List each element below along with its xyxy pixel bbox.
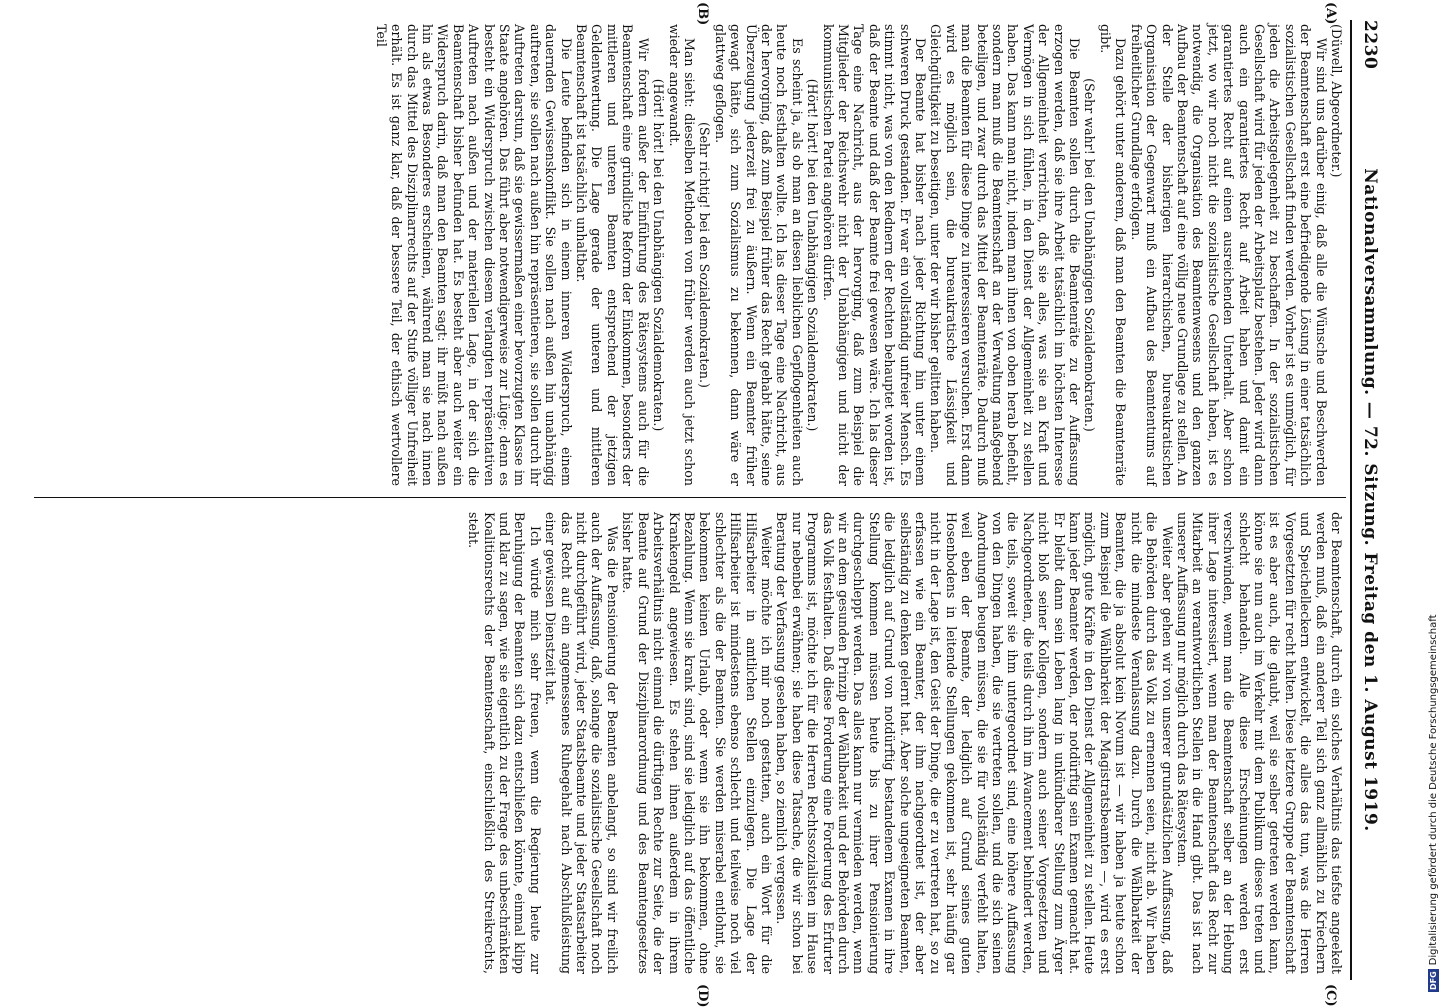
paragraph: Es scheint ja, als ob man an diesen lieblichen Gepflogenheiten auch heute noch festhalten wollte. Ich las dieser Tage eine Nachricht, aus der hervorging, daß zum Beispiel früher das Recht gehabt hätte, seine Überzeugung jederzeit frei zu äußern. Wenn ein Beamter früher gewagt hätte, sich zum Sozialismus zu bekennen, dann wäre er glattweg geflogen.	[712, 24, 805, 486]
interjection: (Hört! hört! bei den Unabhängigen Sozialdemokraten.)	[651, 78, 667, 432]
page-title: Nationalversammlung. — 72. Sitzung. Freitag den 1. August 1919.	[1360, 168, 1380, 832]
margin-marker-c: (C)	[1323, 984, 1338, 1007]
paragraph: Was die Pensionierung der Beamten anbelangt, so sind wir freilich auch der Auffassung, daß, solange die sozialistische Gesellschaft noch nicht durchgeführt wird, jeder Staatsbeamte und jeder Staatsarbeiter das Recht auf ein angemessenes Ruhegehalt nach Abschlußleistung einer gewissen Dienstzeit hat.	[543, 512, 620, 974]
dfg-logo: DFG	[1429, 971, 1438, 990]
document-page	[10, 0, 1390, 1008]
paragraph: Man sieht: dieselben Methoden von früher werden auch jetzt schon wieder angewandt.	[666, 24, 697, 486]
paragraph: Ich würde mich sehr freuen, wenn die Regierung heute zur Beruhigung der Beamten sich dazu entschließen könnte, einmal klipp und klar zu sagen, wie sie eigentlich zu der Frage des unbeschränkten Koalitionsrechts der Beamtenschaft, einschließlich des Streikrechts, steht.	[466, 512, 543, 974]
interjection: (Hört! hört! bei den Unabhängigen Sozialdemokraten.)	[805, 78, 821, 432]
funding-footer	[1428, 614, 1439, 992]
header-rule	[1350, 20, 1352, 980]
speaker-label: (Düwell, Abgeordneter.)	[1329, 24, 1344, 178]
interjection: (Sehr wahr! bei den Unabhängigen Sozialdemokraten.)	[1082, 78, 1098, 432]
paragraph: Wir sind uns darüber einig, daß alle die Wünsche und Beschwerden der Beamtenschaft erst eine befriedigende Lösung in einer tatsächlich sozialistischen Gesellschaft finden werden. Vorher ist es unmöglich, für jeden die Arbeitsgelegenheit zu beschaffen. In der sozialistischen Gesellschaft wird für jeden der Arbeitsplatz bestehen. Jeder wird dann auch ein garantiertes Recht auf Arbeit haben und damit ein garantiertes Recht auf einen ausreichenden Unterhalt. Aber schon jetzt, wo wir noch nicht die sozialistische Gesellschaft haben, ist es notwendig, die Organisation des Beamtenwesens und den ganzen Aufbau der Beamtenschaft auf eine völlig neue Grundlage zu stellen. An der Stelle der bisherigen hierarchischen, bureaukratischen Organisation der Gegenwart muß ein Aufbau des Beamtentums auf freiheitlicher Grundlage erfolgen.	[1128, 24, 1329, 487]
interjection: (Sehr richtig! bei den Sozialdemokraten.)	[697, 122, 713, 388]
paragraph: Dazu gehört unter anderem, daß man den Beamten die Beamtenräte gibt.	[1097, 24, 1129, 486]
column-divider	[34, 497, 1346, 498]
paragraph: Weiter möchte ich mir noch gestatten, auch ein Wort für die Hilfsarbeiter in amtlichen Stellen einzulegen. Die Lage der Hilfsarbeiter ist mindestens ebenso schlecht und teilweise noch viel schlechter als die der Beamten. Sie werden miserabel entlohnt, sie bekommen keinen Urlaub, oder wenn sie ihn bekommen, ohne Bezahlung. Wenn sie krank sind, sind sie lediglich auf das öffentliche Krankengeld angewiesen. Es stehen ihnen außerdem in ihrem Arbeitsverhältnis nicht einmal die dürftigen Rechte zur Seite, die der Beamte auf Grund der Disziplinarordnung und des Beamtengesetzes bisher hatte.	[620, 512, 774, 974]
left-column	[32, 24, 1344, 486]
paragraph: Weiter aber gehen wir von unserer grundsätzlichen Auffassung, daß die Behörden durch das Volk zu ernennen seien, nicht ab. Wir haben nicht die mindeste Veranlassung dazu. Durch die Wählbarkeit der Beamten, die ja absolut kein Novum ist — wir haben ja heute schon zum Beispiel die Wählbarkeit der Magistratsbeamten —, wird es erst möglich, gute Kräfte in den Dienst der Allgemeinheit zu stellen. Heute kann jeder Beamter werden, der notdürftig sein Examen gemacht hat. Er bleibt dann sein Leben lang in unkündbarer Stellung zum Ärger nicht bloß seiner Kollegen, sondern auch seiner Vorgesetzten und Nachgeordneten, die teils durch ihn im Avancement behindert werden, die teils, soweit sie ihm untergeordnet sind, eine höhere Auffassung von den Dingen haben, die sie vertreten sollen, und die sich seinen Anordnungen beugen müssen, die sie für vollständig verfehlt halten, weil eben der Beamte, der lediglich auf Grund seines guten Hosenbodens in leitende Stellungen gekommen ist, sehr häufig gar nicht in der Lage ist, den Geist der Dinge, die er zu vertreten hat, so zu erfassen wie ein Beamter, der ihm nachgeordnet ist, der aber selbständig zu denken gelernt hat. Aber solche ungeeigneten Beamten, die lediglich auf Grund von notdürftig bestandenem Examen in ihre Stellung kommen müssen heute bis zu ihrer Pensionierung durchgeschleppt werden. Das alles kann nur vermieden werden, wenn wir an dem gesunden Prinzip der Wählbarkeit und der Behörden durch das Volk festhalten. Daß diese Forderung eine Forderung des Erfurter Programms ist, möchte ich für die Herren Rechtssozialisten im Hause nur nebenbei erwähnen; sie haben diese Tatsache, die wir schon bei Beratung der Verfassung gesehen haben, so ziemlich vergessen.	[774, 512, 1175, 974]
page-number: 2230	[1360, 20, 1380, 70]
margin-marker-b: (B)	[695, 2, 710, 26]
paragraph: der Beamtenschaft, durch ein solches Verhältnis das tiefste angeekelt werden muß, daß ein anderer Teil sich ganz allmählich zu Kriechern und Speichelleckern entwickelt, die alles das tun, was die Herren Vorgesetzten für recht halten. Diese letztere Gruppe der Beamtenschaft ist es aber auch, die glaubt, weil sie selber getreten werden kann, könne sie nun auch im Verkehr mit dem Publikum dieses treten und schlecht behandeln. Alle diese Erscheinungen werden erst verschwinden, wenn man die Beamtenschaft selber an der Hebung ihrer Lage interessiert, wenn man der Beamtenschaft das Recht zur Mitarbeit an verantwortlichen Stellen in die Hand gibt. Das ist nach unserer Auffassung nur möglich durch das Rätesystem.	[1174, 512, 1344, 974]
paragraph: Die Beamten sollen durch die Beamtenräte zu der Auffassung erzogen werden, daß sie ihre Arbeit tatsächlich im höchsten Interesse der Allgemeinheit verrichten, daß sie alles, was sie an Kraft und Vermögen in sich fühlen, in den Dienst der Allgemeinheit zu stellen haben. Das kann man nicht, indem man ihnen von oben herab befiehlt, sondern man muß die Beamtenschaft an der Verwaltung maßgebend beteiligen, und zwar durch das Mittel der Beamtenräte. Dadurch muß man die Beamten für diese Dinge zu interessieren versuchen. Erst dann wird es möglich sein, die bureaukratische Lässigkeit und Gleichgültigkeit zu beseitigen, unter der wir bisher gelitten haben.	[928, 24, 1083, 486]
right-column	[32, 512, 1344, 974]
paragraph: Wir fordern außer der Einführung des Rätesystems auch für die Beamtenschaft eine gründliche Reform der Einkommen, besonders der mittleren und unteren Beamten entsprechend der jetzigen Geldentwertung. Die Lage gerade der unteren und mittleren Beamtenschaft ist tatsächlich unhaltbar.	[574, 24, 651, 486]
paragraph: Die Leute befinden sich in einem inneren Widerspruch, einem dauernden Gewissenskonflikt. Sie sollen nach außen hin unabhängig auftreten, sie sollen nach außen hin repräsentieren, sie sollen durch ihr Auftreten darstun, daß sie gewissermaßen einer bevorzugten Klasse im Staate angehören. Das führt aber notwendigerweise zur Lüge; denn es besteht ein Widerspruch zwischen diesem verlangten repräsentativen Auftreten nach außen und der materiellen Lage, in der sich die Beamtenschaft bisher befunden hat. Es besteht aber auch weiter ein Widerspruch darin, daß man den Beamten sagt: ihr müßt nach außen hin als etwas Besonderes erscheinen, während man sie nach innen durch das Mittel des Disziplinarrechts auf der Stufe völliger Unfreiheit erhält. Es ist ganz klar, daß der bessere Teil, der ethisch wertvollere Teil	[373, 24, 574, 486]
funding-note: Digitalisierung gefördert durch die Deutsche Forschungsgemeinschaft	[1428, 614, 1439, 966]
paragraph: Der Beamte hat bisher nach jeder Richtung hin unter einem schweren Druck gestanden. Er war ein vollständig unfreier Mensch. Es stimmt nicht, was von den Rednern der Rechten behauptet worden ist, daß der Beamte und daß der Beamte frei gewesen wäre. Ich las dieser Tage eine Nachricht, aus der hervorging, daß zum Beispiel die Mitglieder der Reichswehr nicht der Unabhängigen und nicht der kommunistischen Partei angehören dürfen.	[820, 24, 929, 486]
margin-marker-a: (A)	[1323, 2, 1338, 25]
margin-marker-d: (D)	[695, 984, 710, 1008]
page-header	[1354, 20, 1382, 980]
